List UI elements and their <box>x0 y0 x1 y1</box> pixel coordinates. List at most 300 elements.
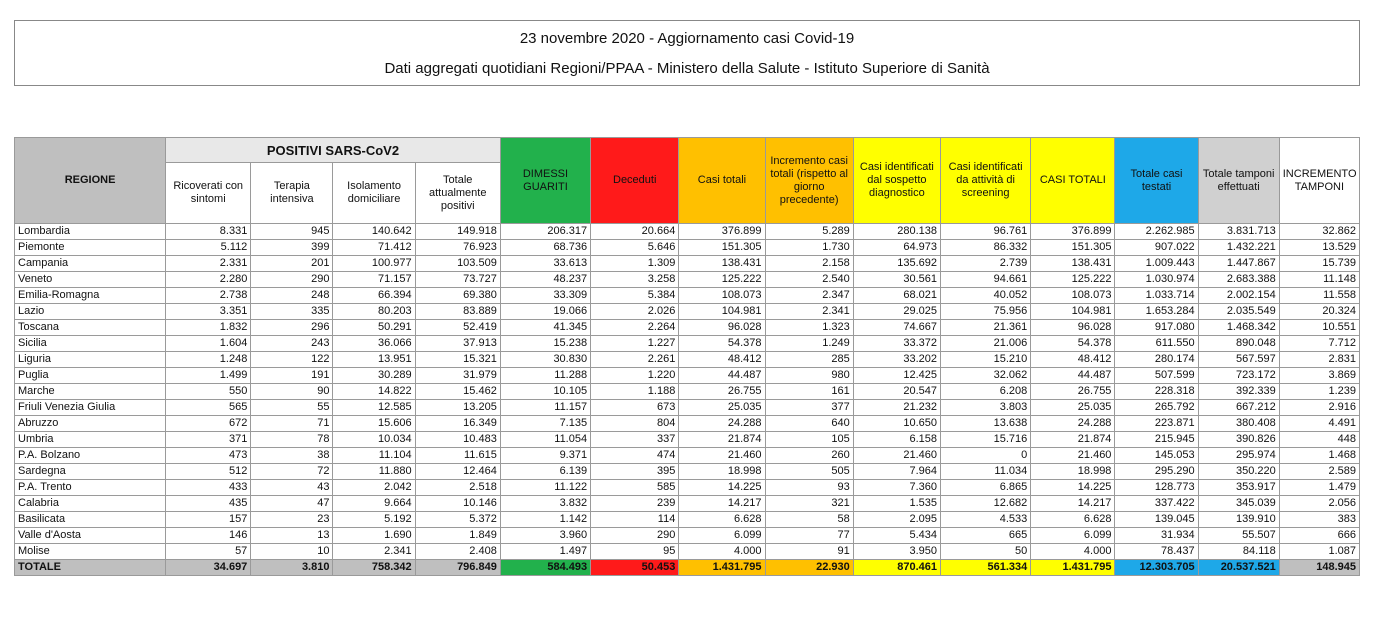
cell-casi-totali-2: 6.628 <box>1031 512 1115 528</box>
cell-terapia-intensiva: 201 <box>251 256 333 272</box>
cell-casi-totali: 18.998 <box>679 464 765 480</box>
cell-incremento-tamponi: 448 <box>1279 432 1359 448</box>
cell-incremento-casi: 260 <box>765 448 853 464</box>
cell-sospetto-diagnostico: 7.964 <box>853 464 940 480</box>
cell-casi-testati: 223.871 <box>1115 416 1198 432</box>
cell-casi-totali-2: 54.378 <box>1031 336 1115 352</box>
cell-terapia-intensiva: 335 <box>251 304 333 320</box>
cell-screening: 12.682 <box>940 496 1030 512</box>
cell-incremento-casi: 980 <box>765 368 853 384</box>
cell-dimessi-guariti: 7.135 <box>500 416 590 432</box>
cell-region: Friuli Venezia Giulia <box>15 400 166 416</box>
cell-sospetto-diagnostico: 6.158 <box>853 432 940 448</box>
cell-isolamento: 71.157 <box>333 272 415 288</box>
cell-casi-totali: 108.073 <box>679 288 765 304</box>
cell-dimessi-guariti: 48.237 <box>500 272 590 288</box>
cell-sospetto-diagnostico: 68.021 <box>853 288 940 304</box>
cell-dimessi-guariti: 33.309 <box>500 288 590 304</box>
total-screening: 561.334 <box>940 560 1030 576</box>
cell-terapia-intensiva: 55 <box>251 400 333 416</box>
cell-casi-testati: 507.599 <box>1115 368 1198 384</box>
cell-deceduti: 239 <box>591 496 679 512</box>
cell-isolamento: 13.951 <box>333 352 415 368</box>
cell-deceduti: 1.227 <box>591 336 679 352</box>
cell-casi-totali: 24.288 <box>679 416 765 432</box>
cell-tamponi: 139.910 <box>1198 512 1279 528</box>
cell-casi-totali: 151.305 <box>679 240 765 256</box>
cell-ricoverati: 433 <box>166 480 251 496</box>
cell-isolamento: 12.585 <box>333 400 415 416</box>
cell-sospetto-diagnostico: 33.372 <box>853 336 940 352</box>
cell-casi-testati: 1.653.284 <box>1115 304 1198 320</box>
cell-deceduti: 5.646 <box>591 240 679 256</box>
cell-ricoverati: 2.738 <box>166 288 251 304</box>
cell-incremento-casi: 2.158 <box>765 256 853 272</box>
total-casi-testati: 12.303.705 <box>1115 560 1198 576</box>
cell-casi-testati: 280.174 <box>1115 352 1198 368</box>
cell-isolamento: 10.034 <box>333 432 415 448</box>
cell-casi-totali-2: 21.460 <box>1031 448 1115 464</box>
cell-incremento-casi: 285 <box>765 352 853 368</box>
cell-isolamento: 30.289 <box>333 368 415 384</box>
cell-deceduti: 474 <box>591 448 679 464</box>
cell-casi-testati: 78.437 <box>1115 544 1198 560</box>
cell-tamponi: 84.118 <box>1198 544 1279 560</box>
cell-dimessi-guariti: 11.288 <box>500 368 590 384</box>
cell-region: Abruzzo <box>15 416 166 432</box>
cell-deceduti: 2.261 <box>591 352 679 368</box>
table-row <box>15 480 1360 496</box>
cell-deceduti: 5.384 <box>591 288 679 304</box>
cell-sospetto-diagnostico: 10.650 <box>853 416 940 432</box>
cell-casi-totali-2: 14.217 <box>1031 496 1115 512</box>
total-region: TOTALE <box>15 560 166 576</box>
col-tamponi: Totale tamponi effettuati <box>1198 138 1279 224</box>
cell-deceduti: 1.188 <box>591 384 679 400</box>
cell-incremento-tamponi: 383 <box>1279 512 1359 528</box>
cell-attualmente-positivi: 10.146 <box>415 496 500 512</box>
cell-attualmente-positivi: 103.509 <box>415 256 500 272</box>
cell-attualmente-positivi: 31.979 <box>415 368 500 384</box>
cell-region: Piemonte <box>15 240 166 256</box>
cell-dimessi-guariti: 19.066 <box>500 304 590 320</box>
cell-isolamento: 80.203 <box>333 304 415 320</box>
cell-casi-totali: 6.099 <box>679 528 765 544</box>
cell-sospetto-diagnostico: 21.232 <box>853 400 940 416</box>
cell-incremento-casi: 93 <box>765 480 853 496</box>
cell-attualmente-positivi: 5.372 <box>415 512 500 528</box>
cell-sospetto-diagnostico: 21.460 <box>853 448 940 464</box>
cell-incremento-tamponi: 1.479 <box>1279 480 1359 496</box>
cell-screening: 15.716 <box>940 432 1030 448</box>
cell-isolamento: 100.977 <box>333 256 415 272</box>
cell-casi-testati: 337.422 <box>1115 496 1198 512</box>
table-row <box>15 240 1360 256</box>
cell-casi-testati: 139.045 <box>1115 512 1198 528</box>
cell-sospetto-diagnostico: 1.535 <box>853 496 940 512</box>
cell-isolamento: 5.192 <box>333 512 415 528</box>
cell-casi-totali: 138.431 <box>679 256 765 272</box>
cell-deceduti: 585 <box>591 480 679 496</box>
cell-deceduti: 290 <box>591 528 679 544</box>
cell-dimessi-guariti: 1.142 <box>500 512 590 528</box>
cell-dimessi-guariti: 6.139 <box>500 464 590 480</box>
cell-tamponi: 345.039 <box>1198 496 1279 512</box>
cell-casi-totali: 6.628 <box>679 512 765 528</box>
total-ricoverati: 34.697 <box>166 560 251 576</box>
cell-screening: 40.052 <box>940 288 1030 304</box>
cell-region: P.A. Trento <box>15 480 166 496</box>
cell-incremento-casi: 77 <box>765 528 853 544</box>
cell-casi-totali: 25.035 <box>679 400 765 416</box>
col-ricoverati: Ricoverati con sintomi <box>166 163 251 224</box>
total-row <box>15 560 1360 576</box>
cell-ricoverati: 565 <box>166 400 251 416</box>
cell-tamponi: 1.468.342 <box>1198 320 1279 336</box>
total-terapia-intensiva: 3.810 <box>251 560 333 576</box>
cell-incremento-casi: 91 <box>765 544 853 560</box>
cell-attualmente-positivi: 69.380 <box>415 288 500 304</box>
cell-incremento-tamponi: 10.551 <box>1279 320 1359 336</box>
cell-casi-totali-2: 125.222 <box>1031 272 1115 288</box>
cell-attualmente-positivi: 16.349 <box>415 416 500 432</box>
cell-dimessi-guariti: 206.317 <box>500 224 590 240</box>
col-casi-testati: Totale casi testati <box>1115 138 1198 224</box>
cell-casi-totali: 54.378 <box>679 336 765 352</box>
cell-region: Liguria <box>15 352 166 368</box>
cell-sospetto-diagnostico: 280.138 <box>853 224 940 240</box>
col-dimessi-guariti: DIMESSI GUARITI <box>500 138 590 224</box>
cell-ricoverati: 3.351 <box>166 304 251 320</box>
cell-ricoverati: 1.604 <box>166 336 251 352</box>
cell-dimessi-guariti: 11.122 <box>500 480 590 496</box>
table-row <box>15 368 1360 384</box>
cell-attualmente-positivi: 2.408 <box>415 544 500 560</box>
cell-sospetto-diagnostico: 5.434 <box>853 528 940 544</box>
cell-region: Veneto <box>15 272 166 288</box>
cell-tamponi: 667.212 <box>1198 400 1279 416</box>
cell-casi-testati: 917.080 <box>1115 320 1198 336</box>
cell-region: P.A. Bolzano <box>15 448 166 464</box>
cell-incremento-tamponi: 32.862 <box>1279 224 1359 240</box>
table-row <box>15 320 1360 336</box>
cell-casi-totali-2: 48.412 <box>1031 352 1115 368</box>
col-casi-totali-2: CASI TOTALI <box>1031 138 1115 224</box>
cell-terapia-intensiva: 248 <box>251 288 333 304</box>
cell-incremento-tamponi: 4.491 <box>1279 416 1359 432</box>
cell-deceduti: 2.026 <box>591 304 679 320</box>
table-row <box>15 432 1360 448</box>
cell-isolamento: 2.341 <box>333 544 415 560</box>
cell-incremento-tamponi: 2.831 <box>1279 352 1359 368</box>
cell-tamponi: 890.048 <box>1198 336 1279 352</box>
col-isolamento: Isolamento domiciliare <box>333 163 415 224</box>
cell-terapia-intensiva: 122 <box>251 352 333 368</box>
cell-isolamento: 66.394 <box>333 288 415 304</box>
cell-isolamento: 1.690 <box>333 528 415 544</box>
cell-deceduti: 337 <box>591 432 679 448</box>
cell-region: Puglia <box>15 368 166 384</box>
cell-incremento-casi: 505 <box>765 464 853 480</box>
cell-attualmente-positivi: 52.419 <box>415 320 500 336</box>
cell-casi-testati: 265.792 <box>1115 400 1198 416</box>
cell-casi-totali-2: 18.998 <box>1031 464 1115 480</box>
cell-tamponi: 350.220 <box>1198 464 1279 480</box>
cell-region: Lombardia <box>15 224 166 240</box>
cell-sospetto-diagnostico: 2.095 <box>853 512 940 528</box>
cell-incremento-tamponi: 666 <box>1279 528 1359 544</box>
table-row <box>15 288 1360 304</box>
cell-attualmente-positivi: 13.205 <box>415 400 500 416</box>
cell-isolamento: 71.412 <box>333 240 415 256</box>
cell-tamponi: 392.339 <box>1198 384 1279 400</box>
cell-screening: 96.761 <box>940 224 1030 240</box>
cell-isolamento: 2.042 <box>333 480 415 496</box>
cell-terapia-intensiva: 296 <box>251 320 333 336</box>
cell-region: Valle d'Aosta <box>15 528 166 544</box>
table-row <box>15 256 1360 272</box>
cell-sospetto-diagnostico: 74.667 <box>853 320 940 336</box>
cell-incremento-tamponi: 1.468 <box>1279 448 1359 464</box>
table-body <box>15 224 1360 576</box>
total-isolamento: 758.342 <box>333 560 415 576</box>
cell-sospetto-diagnostico: 29.025 <box>853 304 940 320</box>
report-subtitle: Dati aggregati quotidiani Regioni/PPAA - Ministero della Salute - Istituto Superiore di Sanità <box>384 60 990 77</box>
table-row <box>15 272 1360 288</box>
cell-incremento-casi: 58 <box>765 512 853 528</box>
cell-region: Toscana <box>15 320 166 336</box>
cell-dimessi-guariti: 1.497 <box>500 544 590 560</box>
cell-screening: 32.062 <box>940 368 1030 384</box>
cell-ricoverati: 2.280 <box>166 272 251 288</box>
cell-casi-totali-2: 21.874 <box>1031 432 1115 448</box>
cell-attualmente-positivi: 10.483 <box>415 432 500 448</box>
cell-attualmente-positivi: 73.727 <box>415 272 500 288</box>
table-row <box>15 416 1360 432</box>
report-title: 23 novembre 2020 - Aggiornamento casi Covid-19 <box>519 30 855 47</box>
table-row <box>15 400 1360 416</box>
cell-sospetto-diagnostico: 3.950 <box>853 544 940 560</box>
total-sospetto-diagnostico: 870.461 <box>853 560 940 576</box>
col-incremento-tamponi: INCREMENTO TAMPONI <box>1279 138 1359 224</box>
cell-dimessi-guariti: 30.830 <box>500 352 590 368</box>
cell-incremento-tamponi: 2.589 <box>1279 464 1359 480</box>
total-incremento-tamponi: 148.945 <box>1279 560 1359 576</box>
cell-isolamento: 11.880 <box>333 464 415 480</box>
cell-casi-testati: 907.022 <box>1115 240 1198 256</box>
cell-terapia-intensiva: 191 <box>251 368 333 384</box>
cell-casi-testati: 215.945 <box>1115 432 1198 448</box>
col-incremento-casi: Incremento casi totali (rispetto al giorno precedente) <box>765 138 853 224</box>
col-screening: Casi identificati da attività di screening <box>940 138 1030 224</box>
cell-tamponi: 353.917 <box>1198 480 1279 496</box>
cell-incremento-casi: 2.347 <box>765 288 853 304</box>
cell-casi-testati: 2.262.985 <box>1115 224 1198 240</box>
cell-casi-totali-2: 6.099 <box>1031 528 1115 544</box>
cell-incremento-tamponi: 2.056 <box>1279 496 1359 512</box>
cell-dimessi-guariti: 68.736 <box>500 240 590 256</box>
cell-attualmente-positivi: 1.849 <box>415 528 500 544</box>
cell-ricoverati: 5.112 <box>166 240 251 256</box>
cell-casi-totali: 48.412 <box>679 352 765 368</box>
cell-casi-totali-2: 108.073 <box>1031 288 1115 304</box>
cell-casi-totali-2: 376.899 <box>1031 224 1115 240</box>
cell-region: Basilicata <box>15 512 166 528</box>
cell-screening: 75.956 <box>940 304 1030 320</box>
cell-casi-totali-2: 24.288 <box>1031 416 1115 432</box>
cell-isolamento: 50.291 <box>333 320 415 336</box>
cell-terapia-intensiva: 13 <box>251 528 333 544</box>
cell-tamponi: 380.408 <box>1198 416 1279 432</box>
col-sospetto-diagnostico: Casi identificati dal sospetto diagnostico <box>853 138 940 224</box>
total-dimessi-guariti: 584.493 <box>500 560 590 576</box>
cell-attualmente-positivi: 76.923 <box>415 240 500 256</box>
cell-casi-totali: 104.981 <box>679 304 765 320</box>
cell-sospetto-diagnostico: 20.547 <box>853 384 940 400</box>
cell-casi-testati: 1.009.443 <box>1115 256 1198 272</box>
cell-incremento-tamponi: 3.869 <box>1279 368 1359 384</box>
cell-casi-totali-2: 25.035 <box>1031 400 1115 416</box>
cell-tamponi: 1.447.867 <box>1198 256 1279 272</box>
cell-tamponi: 2.035.549 <box>1198 304 1279 320</box>
cell-isolamento: 14.822 <box>333 384 415 400</box>
cell-casi-totali: 21.460 <box>679 448 765 464</box>
table-row <box>15 224 1360 240</box>
cell-attualmente-positivi: 15.462 <box>415 384 500 400</box>
cell-attualmente-positivi: 11.615 <box>415 448 500 464</box>
cell-dimessi-guariti: 33.613 <box>500 256 590 272</box>
cell-tamponi: 3.831.713 <box>1198 224 1279 240</box>
cell-incremento-tamponi: 7.712 <box>1279 336 1359 352</box>
cell-screening: 6.865 <box>940 480 1030 496</box>
cell-ricoverati: 57 <box>166 544 251 560</box>
cell-screening: 86.332 <box>940 240 1030 256</box>
cell-deceduti: 20.664 <box>591 224 679 240</box>
cell-screening: 94.661 <box>940 272 1030 288</box>
table-header <box>15 138 1360 224</box>
group-positivi: POSITIVI SARS-CoV2 <box>166 138 501 163</box>
cell-terapia-intensiva: 90 <box>251 384 333 400</box>
cell-dimessi-guariti: 3.960 <box>500 528 590 544</box>
cell-screening: 13.638 <box>940 416 1030 432</box>
cell-isolamento: 140.642 <box>333 224 415 240</box>
cell-sospetto-diagnostico: 33.202 <box>853 352 940 368</box>
cell-incremento-tamponi: 11.148 <box>1279 272 1359 288</box>
cell-casi-totali: 26.755 <box>679 384 765 400</box>
cell-region: Sicilia <box>15 336 166 352</box>
cell-dimessi-guariti: 41.345 <box>500 320 590 336</box>
cell-casi-testati: 611.550 <box>1115 336 1198 352</box>
cell-terapia-intensiva: 243 <box>251 336 333 352</box>
cell-casi-testati: 145.053 <box>1115 448 1198 464</box>
cell-ricoverati: 1.248 <box>166 352 251 368</box>
cell-terapia-intensiva: 78 <box>251 432 333 448</box>
cell-tamponi: 2.683.388 <box>1198 272 1279 288</box>
cell-casi-testati: 295.290 <box>1115 464 1198 480</box>
col-regione: REGIONE <box>15 138 166 224</box>
cell-casi-testati: 31.934 <box>1115 528 1198 544</box>
table-row <box>15 496 1360 512</box>
cell-screening: 50 <box>940 544 1030 560</box>
table-row <box>15 512 1360 528</box>
cell-sospetto-diagnostico: 30.561 <box>853 272 940 288</box>
cell-dimessi-guariti: 10.105 <box>500 384 590 400</box>
cell-casi-totali-2: 14.225 <box>1031 480 1115 496</box>
cell-region: Molise <box>15 544 166 560</box>
cell-tamponi: 2.002.154 <box>1198 288 1279 304</box>
cell-casi-totali: 96.028 <box>679 320 765 336</box>
col-terapia-intensiva: Terapia intensiva <box>251 163 333 224</box>
cell-casi-totali-2: 26.755 <box>1031 384 1115 400</box>
cell-casi-totali-2: 4.000 <box>1031 544 1115 560</box>
cell-terapia-intensiva: 290 <box>251 272 333 288</box>
cell-casi-totali-2: 138.431 <box>1031 256 1115 272</box>
cell-dimessi-guariti: 3.832 <box>500 496 590 512</box>
cell-screening: 0 <box>940 448 1030 464</box>
cell-screening: 15.210 <box>940 352 1030 368</box>
cell-casi-totali: 14.225 <box>679 480 765 496</box>
col-deceduti: Deceduti <box>591 138 679 224</box>
cell-deceduti: 395 <box>591 464 679 480</box>
cell-ricoverati: 1.832 <box>166 320 251 336</box>
cell-tamponi: 567.597 <box>1198 352 1279 368</box>
cell-terapia-intensiva: 71 <box>251 416 333 432</box>
table-row <box>15 448 1360 464</box>
cell-isolamento: 15.606 <box>333 416 415 432</box>
cell-screening: 6.208 <box>940 384 1030 400</box>
col-casi-totali: Casi totali <box>679 138 765 224</box>
cell-region: Lazio <box>15 304 166 320</box>
table-row <box>15 352 1360 368</box>
cell-isolamento: 9.664 <box>333 496 415 512</box>
cell-incremento-tamponi: 2.916 <box>1279 400 1359 416</box>
table-row <box>15 544 1360 560</box>
cell-screening: 665 <box>940 528 1030 544</box>
cell-casi-totali: 4.000 <box>679 544 765 560</box>
table-row <box>15 336 1360 352</box>
cell-casi-totali-2: 96.028 <box>1031 320 1115 336</box>
cell-dimessi-guariti: 11.157 <box>500 400 590 416</box>
cell-ricoverati: 157 <box>166 512 251 528</box>
total-deceduti: 50.453 <box>591 560 679 576</box>
cell-incremento-tamponi: 15.739 <box>1279 256 1359 272</box>
cell-screening: 3.803 <box>940 400 1030 416</box>
cell-deceduti: 1.220 <box>591 368 679 384</box>
cell-terapia-intensiva: 43 <box>251 480 333 496</box>
total-casi-totali-2: 1.431.795 <box>1031 560 1115 576</box>
table-row <box>15 304 1360 320</box>
cell-attualmente-positivi: 149.918 <box>415 224 500 240</box>
cell-ricoverati: 371 <box>166 432 251 448</box>
cell-deceduti: 804 <box>591 416 679 432</box>
cell-casi-testati: 1.030.974 <box>1115 272 1198 288</box>
cell-tamponi: 723.172 <box>1198 368 1279 384</box>
cell-sospetto-diagnostico: 7.360 <box>853 480 940 496</box>
cell-attualmente-positivi: 83.889 <box>415 304 500 320</box>
cell-deceduti: 95 <box>591 544 679 560</box>
cell-incremento-tamponi: 11.558 <box>1279 288 1359 304</box>
cell-screening: 11.034 <box>940 464 1030 480</box>
cell-incremento-casi: 1.249 <box>765 336 853 352</box>
cell-terapia-intensiva: 23 <box>251 512 333 528</box>
total-attualmente-positivi: 796.849 <box>415 560 500 576</box>
cell-region: Emilia-Romagna <box>15 288 166 304</box>
cell-ricoverati: 672 <box>166 416 251 432</box>
cell-incremento-casi: 5.289 <box>765 224 853 240</box>
cell-casi-testati: 1.033.714 <box>1115 288 1198 304</box>
cell-region: Sardegna <box>15 464 166 480</box>
report-header <box>14 20 1360 86</box>
